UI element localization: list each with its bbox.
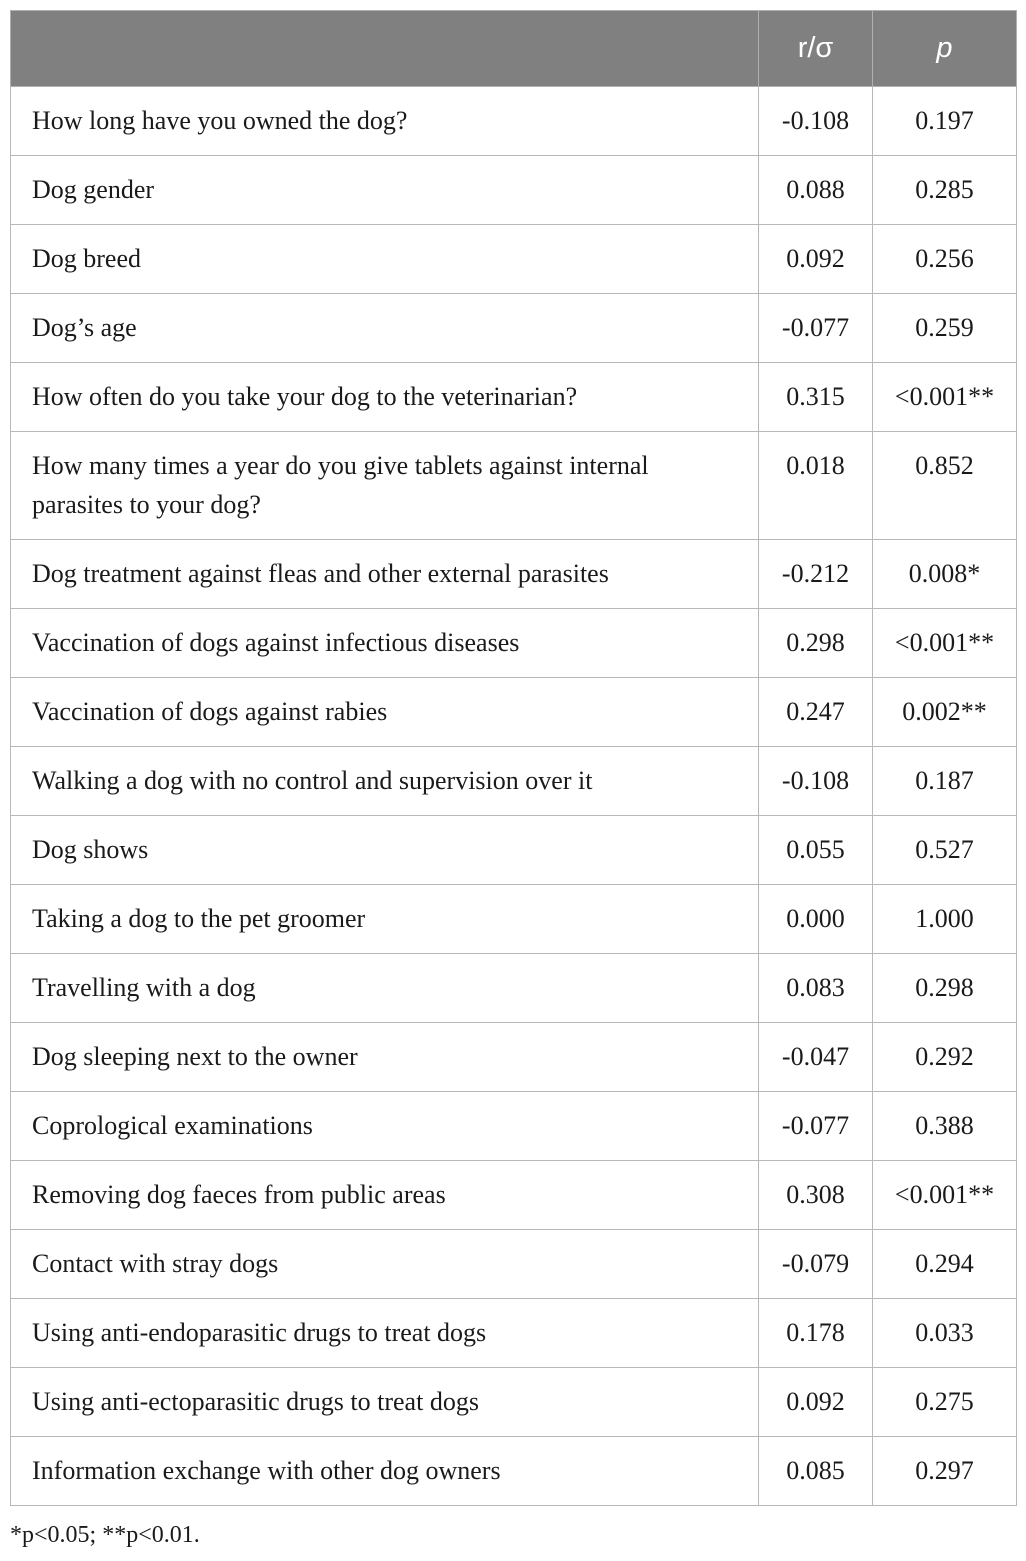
row-r-value: 0.088 (759, 156, 873, 225)
row-label: Contact with stray dogs (11, 1230, 759, 1299)
row-r-value: 0.298 (759, 609, 873, 678)
table-row (11, 363, 1017, 432)
row-label: Using anti-endoparasitic drugs to treat dogs (11, 1299, 759, 1368)
row-label: Removing dog faeces from public areas (11, 1161, 759, 1230)
row-label: Taking a dog to the pet groomer (11, 885, 759, 954)
row-r-value: 0.085 (759, 1437, 873, 1506)
row-p-value: 0.852 (873, 432, 1017, 540)
row-r-value: 0.018 (759, 432, 873, 540)
row-p-value: 0.002** (873, 678, 1017, 747)
row-p-value: 0.298 (873, 954, 1017, 1023)
row-p-value: 0.187 (873, 747, 1017, 816)
row-p-value: 0.285 (873, 156, 1017, 225)
row-r-value: -0.047 (759, 1023, 873, 1092)
row-r-value: 0.247 (759, 678, 873, 747)
row-p-value: 0.297 (873, 1437, 1017, 1506)
row-r-value: 0.092 (759, 1368, 873, 1437)
row-p-value: 0.527 (873, 816, 1017, 885)
row-label: Dog breed (11, 225, 759, 294)
row-r-value: -0.077 (759, 1092, 873, 1161)
row-p-value: 0.256 (873, 225, 1017, 294)
row-label: Information exchange with other dog owners (11, 1437, 759, 1506)
row-label: Dog sleeping next to the owner (11, 1023, 759, 1092)
table-row (11, 1368, 1017, 1437)
table-footnote: *p<0.05; **p<0.01. (10, 1522, 200, 1548)
table-row (11, 1230, 1017, 1299)
row-r-value: 0.000 (759, 885, 873, 954)
row-r-value: 0.315 (759, 363, 873, 432)
row-r-value: 0.308 (759, 1161, 873, 1230)
table-row (11, 156, 1017, 225)
row-p-value: <0.001** (873, 1161, 1017, 1230)
row-label: Using anti-ectoparasitic drugs to treat dogs (11, 1368, 759, 1437)
data-table (10, 10, 1017, 1506)
row-p-value: <0.001** (873, 609, 1017, 678)
row-r-value: -0.108 (759, 87, 873, 156)
table-row (11, 540, 1017, 609)
row-p-value: 0.275 (873, 1368, 1017, 1437)
row-p-value: 0.259 (873, 294, 1017, 363)
table-header (11, 11, 1017, 87)
table-row (11, 885, 1017, 954)
row-label: Dog shows (11, 816, 759, 885)
row-label: Walking a dog with no control and supervision over it (11, 747, 759, 816)
row-label: Dog treatment against fleas and other external parasites (11, 540, 759, 609)
row-label: Coprological examinations (11, 1092, 759, 1161)
row-label: Travelling with a dog (11, 954, 759, 1023)
table-row (11, 432, 1017, 540)
header-p: p (873, 11, 1017, 87)
row-label: How often do you take your dog to the veterinarian? (11, 363, 759, 432)
row-label: Vaccination of dogs against infectious diseases (11, 609, 759, 678)
row-p-value: 0.388 (873, 1092, 1017, 1161)
table-body (11, 87, 1017, 1506)
row-r-value: -0.077 (759, 294, 873, 363)
data-table-container (10, 10, 1016, 1506)
table-row (11, 1161, 1017, 1230)
row-label: How long have you owned the dog? (11, 87, 759, 156)
row-label: Dog’s age (11, 294, 759, 363)
table-row (11, 1092, 1017, 1161)
row-p-value: 0.033 (873, 1299, 1017, 1368)
table-row (11, 609, 1017, 678)
row-r-value: 0.178 (759, 1299, 873, 1368)
row-r-value: -0.212 (759, 540, 873, 609)
row-p-value: 0.197 (873, 87, 1017, 156)
table-row (11, 954, 1017, 1023)
row-p-value: 1.000 (873, 885, 1017, 954)
row-p-value: <0.001** (873, 363, 1017, 432)
row-label: How many times a year do you give tablets against internal parasites to your dog? (11, 432, 759, 540)
table-row (11, 1023, 1017, 1092)
row-p-value: 0.294 (873, 1230, 1017, 1299)
table-row (11, 816, 1017, 885)
table-row (11, 294, 1017, 363)
row-p-value: 0.008* (873, 540, 1017, 609)
table-row (11, 747, 1017, 816)
table-row (11, 1437, 1017, 1506)
header-r-sigma: r/σ (759, 11, 873, 87)
row-r-value: -0.108 (759, 747, 873, 816)
row-r-value: -0.079 (759, 1230, 873, 1299)
table-row (11, 87, 1017, 156)
header-label (11, 11, 759, 87)
row-r-value: 0.055 (759, 816, 873, 885)
row-r-value: 0.083 (759, 954, 873, 1023)
row-label: Dog gender (11, 156, 759, 225)
row-r-value: 0.092 (759, 225, 873, 294)
header-row (11, 11, 1017, 87)
row-label: Vaccination of dogs against rabies (11, 678, 759, 747)
table-row (11, 225, 1017, 294)
row-p-value: 0.292 (873, 1023, 1017, 1092)
table-row (11, 678, 1017, 747)
table-row (11, 1299, 1017, 1368)
